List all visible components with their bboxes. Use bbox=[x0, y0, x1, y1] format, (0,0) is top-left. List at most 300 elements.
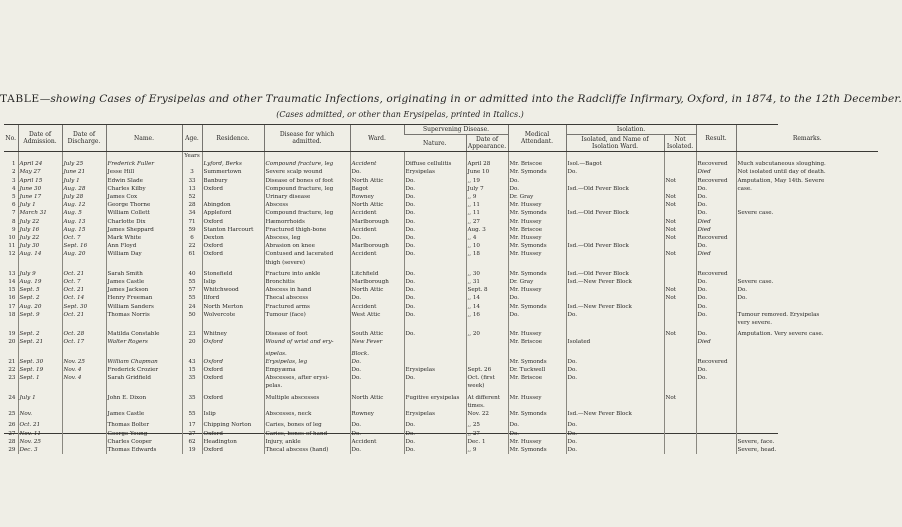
discharge-date-cell bbox=[62, 350, 106, 358]
ward-cell: Rowney bbox=[350, 410, 404, 418]
medical-attendant-cell: Mr. Symonds bbox=[508, 168, 566, 176]
row-number-cell: 8 bbox=[11, 218, 16, 225]
residence-cell: Oxford bbox=[202, 394, 264, 402]
not-isolated-cell bbox=[664, 421, 696, 429]
isolation-ward-cell: Do. bbox=[566, 311, 664, 319]
table-row bbox=[4, 209, 878, 217]
not-isolated-cell bbox=[664, 259, 696, 267]
isolation-ward-cell: Do. bbox=[566, 168, 664, 176]
patient-name-cell: Frederick Fuller bbox=[106, 160, 182, 168]
age-cell: 35 bbox=[182, 394, 202, 402]
medical-attendant-cell: Mr. Symonds bbox=[508, 242, 566, 250]
row-number-cell: 29 bbox=[8, 446, 16, 453]
header-ward: Ward. bbox=[350, 125, 404, 152]
isolation-ward-cell bbox=[566, 286, 664, 294]
table-row bbox=[4, 430, 878, 438]
supervening-nature-cell: Do. bbox=[404, 218, 466, 226]
header-discharge: Date of Discharge. bbox=[62, 125, 106, 152]
residence-cell: Dexton bbox=[202, 234, 264, 242]
isolation-ward-cell: Isd.—New Fever Block bbox=[566, 410, 664, 418]
not-isolated-cell bbox=[664, 185, 696, 193]
medical-attendant-cell bbox=[508, 259, 566, 267]
discharge-date-cell: Oct. 21 bbox=[62, 286, 106, 294]
table-row bbox=[4, 374, 878, 382]
isolation-ward-cell: Do. bbox=[566, 438, 664, 446]
medical-attendant-cell: Mr. Symonds bbox=[508, 446, 566, 454]
table-row bbox=[4, 446, 878, 454]
discharge-date-cell bbox=[62, 438, 106, 446]
admission-date-cell: April 15 bbox=[18, 177, 62, 185]
discharge-date-cell: Aug. 15 bbox=[62, 226, 106, 234]
not-isolated-cell bbox=[664, 242, 696, 250]
remarks-cell: Severe, face. bbox=[736, 438, 878, 446]
residence-cell: Oxford bbox=[202, 446, 264, 454]
medical-attendant-cell bbox=[508, 382, 566, 390]
supervening-nature-cell bbox=[404, 402, 466, 410]
discharge-date-cell: Aug. 20 bbox=[62, 250, 106, 258]
discharge-date-cell bbox=[62, 410, 106, 418]
ward-cell: North Attic bbox=[350, 286, 404, 294]
supervening-nature-cell: Do. bbox=[404, 311, 466, 319]
not-isolated-cell: Not bbox=[664, 330, 696, 338]
admission-date-cell: Sept. 21 bbox=[18, 338, 62, 346]
patient-name-cell bbox=[106, 259, 182, 267]
remarks-cell bbox=[736, 402, 878, 410]
table-row bbox=[4, 234, 878, 242]
appearance-date-cell: ,, 16 bbox=[466, 311, 508, 319]
patient-name-cell: James Cox bbox=[106, 193, 182, 201]
admission-date-cell: May 27 bbox=[18, 168, 62, 176]
not-isolated-cell bbox=[664, 350, 696, 358]
medical-attendant-cell: Do. bbox=[508, 177, 566, 185]
medical-attendant-cell bbox=[508, 402, 566, 410]
table-row bbox=[4, 330, 878, 338]
ward-cell: Litchfield bbox=[350, 270, 404, 278]
discharge-date-cell: Oct. 17 bbox=[62, 338, 106, 346]
discharge-date-cell: Sept. 30 bbox=[62, 303, 106, 311]
patient-name-cell: Charles Kilby bbox=[106, 185, 182, 193]
patient-name-cell: James Sheppard bbox=[106, 226, 182, 234]
residence-cell: Stonefield bbox=[202, 270, 264, 278]
age-cell: 3 bbox=[182, 168, 202, 176]
remarks-cell: Amputation. Very severe case. bbox=[736, 330, 878, 338]
disease-cell: Fractured thigh-bone bbox=[264, 226, 350, 234]
discharge-date-cell bbox=[62, 259, 106, 267]
not-isolated-cell: Not bbox=[664, 394, 696, 402]
patient-name-cell: Charlotte Dix bbox=[106, 218, 182, 226]
patient-name-cell: William Sanders bbox=[106, 303, 182, 311]
table-row bbox=[4, 402, 878, 410]
medical-attendant-cell: Do. bbox=[508, 294, 566, 302]
supervening-nature-cell: Do. bbox=[404, 286, 466, 294]
medical-attendant-cell: Do. bbox=[508, 421, 566, 429]
appearance-date-cell: Oct. (first bbox=[466, 374, 508, 382]
disease-cell: Severe scalp wound bbox=[264, 168, 350, 176]
table-row bbox=[4, 394, 878, 402]
admission-date-cell: Sept. 2 bbox=[18, 330, 62, 338]
isolation-ward-cell: Do. bbox=[566, 358, 664, 366]
remarks-cell: Not isolated until day of death. bbox=[736, 168, 878, 176]
admission-date-cell: July 22 bbox=[18, 218, 62, 226]
table-row bbox=[4, 250, 878, 258]
result-cell: Do. bbox=[696, 278, 736, 286]
result-cell bbox=[696, 421, 736, 429]
disease-cell: Hæmorrhoids bbox=[264, 218, 350, 226]
appearance-date-cell: ,, 14 bbox=[466, 303, 508, 311]
medical-attendant-cell: Mr. Hussey bbox=[508, 218, 566, 226]
patient-name-cell: Sarah Smith bbox=[106, 270, 182, 278]
admission-date-cell: July 22 bbox=[18, 234, 62, 242]
discharge-date-cell: Aug. 28 bbox=[62, 185, 106, 193]
admission-date-cell: July 1 bbox=[18, 201, 62, 209]
age-cell: 20 bbox=[182, 338, 202, 346]
row-number-cell: 26 bbox=[8, 422, 16, 429]
not-isolated-cell bbox=[664, 374, 696, 382]
row-number-cell: 9 bbox=[11, 226, 16, 233]
disease-cell: Abscess, leg bbox=[264, 234, 350, 242]
supervening-nature-cell: Do. bbox=[404, 438, 466, 446]
header-attendant: Medical Attendant. bbox=[508, 125, 566, 152]
isolation-ward-cell: Isd.—Old Fever Block bbox=[566, 270, 664, 278]
appearance-date-cell bbox=[466, 338, 508, 346]
admission-date-cell: April 24 bbox=[18, 160, 62, 168]
table-row bbox=[4, 410, 878, 418]
not-isolated-cell: Not bbox=[664, 218, 696, 226]
ward-cell bbox=[350, 382, 404, 390]
row-number-cell: 20 bbox=[8, 339, 16, 346]
disease-cell: Urinary disease bbox=[264, 193, 350, 201]
admission-date-cell bbox=[18, 402, 62, 410]
ward-cell: Marlborough bbox=[350, 278, 404, 286]
age-cell: 6 bbox=[182, 234, 202, 242]
supervening-nature-cell: Do. bbox=[404, 270, 466, 278]
patient-name-cell: Thomas Norris bbox=[106, 311, 182, 319]
discharge-date-cell: Oct. 21 bbox=[62, 270, 106, 278]
ward-cell: Marlborough bbox=[350, 242, 404, 250]
row-number-cell: 21 bbox=[8, 358, 16, 365]
row-number-cell bbox=[4, 382, 18, 390]
disease-cell: Tumour (face) bbox=[264, 311, 350, 319]
not-isolated-cell bbox=[664, 160, 696, 168]
supervening-nature-cell: Fugitive erysipelas bbox=[404, 394, 466, 402]
medical-attendant-cell: Mr. Hussey bbox=[508, 201, 566, 209]
supervening-nature-cell: Do. bbox=[404, 226, 466, 234]
table-row bbox=[4, 185, 878, 193]
admission-date-cell: Aug. 19 bbox=[18, 278, 62, 286]
appearance-date-cell: ,, 20 bbox=[466, 330, 508, 338]
admission-date-cell: Oct. 21 bbox=[18, 421, 62, 429]
age-cell: 59 bbox=[182, 226, 202, 234]
ward-cell: Accident bbox=[350, 160, 404, 168]
isolation-ward-cell bbox=[566, 350, 664, 358]
patient-name-cell bbox=[106, 402, 182, 410]
ward-cell: Do. bbox=[350, 421, 404, 429]
result-cell: Do. bbox=[696, 185, 736, 193]
ward-cell: Do. bbox=[350, 366, 404, 374]
age-cell bbox=[182, 160, 202, 168]
result-cell: Died bbox=[696, 338, 736, 346]
supervening-nature-cell: Do. bbox=[404, 201, 466, 209]
disease-cell: Disease of bones of foot bbox=[264, 177, 350, 185]
not-isolated-cell bbox=[664, 430, 696, 438]
supervening-nature-cell: Do. bbox=[404, 193, 466, 201]
ward-cell: Block. bbox=[350, 350, 404, 358]
remarks-cell: Do. bbox=[736, 286, 878, 294]
remarks-cell bbox=[736, 410, 878, 418]
residence-cell: North Merton bbox=[202, 303, 264, 311]
not-isolated-cell: Not bbox=[664, 201, 696, 209]
table-row bbox=[4, 421, 878, 429]
medical-attendant-cell: Mr. Symonds bbox=[508, 270, 566, 278]
not-isolated-cell bbox=[664, 402, 696, 410]
ward-cell: West Attic bbox=[350, 311, 404, 319]
discharge-date-cell: Nov. 4 bbox=[62, 366, 106, 374]
table-row bbox=[4, 270, 878, 278]
row-number-cell: 16 bbox=[8, 295, 16, 302]
age-cell: 24 bbox=[182, 303, 202, 311]
row-number-cell bbox=[4, 319, 18, 327]
disease-cell bbox=[264, 319, 350, 327]
table-row bbox=[4, 286, 878, 294]
ward-cell: Rowney bbox=[350, 193, 404, 201]
patient-name-cell: Jesse Hill bbox=[106, 168, 182, 176]
result-cell: Recovered bbox=[696, 270, 736, 278]
ward-cell: North Attic bbox=[350, 177, 404, 185]
isolation-ward-cell bbox=[566, 382, 664, 390]
table-row bbox=[4, 218, 878, 226]
patient-name-cell: George Young bbox=[106, 430, 182, 438]
row-number-cell: 15 bbox=[8, 287, 16, 294]
appearance-date-cell: ,, 11 bbox=[466, 209, 508, 217]
row-number-cell: 25 bbox=[8, 411, 16, 418]
residence-cell: Headington bbox=[202, 438, 264, 446]
remarks-cell bbox=[736, 242, 878, 250]
admission-date-cell: July 1 bbox=[18, 394, 62, 402]
result-cell: Died bbox=[696, 250, 736, 258]
isolation-ward-cell bbox=[566, 294, 664, 302]
result-cell: Died bbox=[696, 168, 736, 176]
age-cell: 19 bbox=[182, 446, 202, 454]
header-not-isolated: Not Isolated. bbox=[664, 135, 696, 152]
result-cell: Recovered bbox=[696, 177, 736, 185]
residence-cell bbox=[202, 350, 264, 358]
result-cell bbox=[696, 410, 736, 418]
row-number-cell: 24 bbox=[8, 394, 16, 401]
isolation-ward-cell: Do. bbox=[566, 421, 664, 429]
table-subtitle: (Cases admitted, or other than Erysipelas, printed in Italics.) bbox=[276, 110, 524, 119]
table-row bbox=[4, 177, 878, 185]
disease-cell: Abscess in hand bbox=[264, 286, 350, 294]
row-number-cell: 4 bbox=[11, 185, 16, 192]
isolation-ward-cell bbox=[566, 226, 664, 234]
residence-cell: Oxford bbox=[202, 185, 264, 193]
ward-cell: Bagot bbox=[350, 185, 404, 193]
appearance-date-cell: At different bbox=[466, 394, 508, 402]
supervening-nature-cell: Do. bbox=[404, 177, 466, 185]
age-cell: 34 bbox=[182, 209, 202, 217]
not-isolated-cell bbox=[664, 270, 696, 278]
supervening-nature-cell: Do. bbox=[404, 242, 466, 250]
supervening-nature-cell bbox=[404, 338, 466, 346]
isolation-ward-cell: Isd.—Old Fever Block bbox=[566, 242, 664, 250]
disease-cell: Abscesses, after erysi- bbox=[264, 374, 350, 382]
row-number-cell: 14 bbox=[8, 279, 16, 286]
disease-cell: Multiple abscesses bbox=[264, 394, 350, 402]
age-cell: 13 bbox=[182, 185, 202, 193]
ward-cell: Do. bbox=[350, 234, 404, 242]
header-supervening: Supervening Disease. bbox=[404, 125, 508, 135]
not-isolated-cell bbox=[664, 438, 696, 446]
patient-name-cell: Ann Floyd bbox=[106, 242, 182, 250]
appearance-date-cell: ,, 9 bbox=[466, 193, 508, 201]
age-cell: 33 bbox=[182, 177, 202, 185]
result-cell: Recovered bbox=[696, 358, 736, 366]
result-cell: Do. bbox=[696, 193, 736, 201]
disease-cell: Abscesses, neck bbox=[264, 410, 350, 418]
admission-date-cell: Sept. 9 bbox=[18, 311, 62, 319]
not-isolated-cell bbox=[664, 319, 696, 327]
residence-cell bbox=[202, 402, 264, 410]
patient-name-cell: Thomas Edwards bbox=[106, 446, 182, 454]
remarks-cell: Tumour removed. Erysipelas bbox=[736, 311, 878, 319]
remarks-cell bbox=[736, 250, 878, 258]
residence-cell: Abingdon bbox=[202, 201, 264, 209]
disease-cell: Abrasion on knee bbox=[264, 242, 350, 250]
remarks-cell: Severe case. bbox=[736, 278, 878, 286]
row-number-cell: 6 bbox=[11, 202, 16, 209]
years-label: Years bbox=[182, 152, 202, 161]
patient-name-cell: Matilda Constable bbox=[106, 330, 182, 338]
ward-cell: Accident bbox=[350, 226, 404, 234]
row-number-cell: 18 bbox=[8, 311, 16, 318]
discharge-date-cell: Aug. 12 bbox=[62, 201, 106, 209]
medical-attendant-cell: Mr. Hussey bbox=[508, 330, 566, 338]
result-cell bbox=[696, 430, 736, 438]
appearance-date-cell: ,, 27 bbox=[466, 218, 508, 226]
remarks-cell bbox=[736, 201, 878, 209]
disease-cell bbox=[264, 402, 350, 410]
admission-date-cell: July 9 bbox=[18, 270, 62, 278]
patient-name-cell bbox=[106, 382, 182, 390]
table-row bbox=[4, 438, 878, 446]
header-name: Name. bbox=[106, 125, 182, 152]
row-number-cell: 22 bbox=[8, 367, 16, 374]
age-cell: 23 bbox=[182, 330, 202, 338]
table-row bbox=[4, 338, 878, 346]
appearance-date-cell: ,, 25 bbox=[466, 421, 508, 429]
age-cell: 40 bbox=[182, 270, 202, 278]
patient-name-cell: Charles Cooper bbox=[106, 438, 182, 446]
isolation-ward-cell bbox=[566, 259, 664, 267]
title-lead: TABLE bbox=[0, 93, 40, 105]
disease-cell: Caries, bones of leg bbox=[264, 421, 350, 429]
admission-date-cell: Aug. 20 bbox=[18, 303, 62, 311]
patient-name-cell: William Collett bbox=[106, 209, 182, 217]
discharge-date-cell: Nov. 4 bbox=[62, 374, 106, 382]
age-cell: 57 bbox=[182, 286, 202, 294]
discharge-date-cell: Oct. 14 bbox=[62, 294, 106, 302]
admission-date-cell bbox=[18, 259, 62, 267]
remarks-cell bbox=[736, 366, 878, 374]
disease-cell: Disease of foot bbox=[264, 330, 350, 338]
residence-cell: Oxford bbox=[202, 250, 264, 258]
admission-date-cell: March 31 bbox=[18, 209, 62, 217]
supervening-nature-cell: Do. bbox=[404, 294, 466, 302]
row-number-cell: 3 bbox=[11, 177, 16, 184]
supervening-nature-cell bbox=[404, 350, 466, 358]
not-isolated-cell: Not bbox=[664, 234, 696, 242]
row-number-cell: 27 bbox=[8, 430, 16, 437]
patient-name-cell: William Day bbox=[106, 250, 182, 258]
remarks-cell bbox=[736, 270, 878, 278]
ward-cell: Accident bbox=[350, 303, 404, 311]
not-isolated-cell bbox=[664, 338, 696, 346]
header-no: No. bbox=[4, 125, 18, 152]
row-number-cell: 7 bbox=[11, 210, 16, 217]
discharge-date-cell: July 1 bbox=[62, 177, 106, 185]
admission-date-cell bbox=[18, 382, 62, 390]
ward-cell: North Attic bbox=[350, 201, 404, 209]
remarks-cell: Do. bbox=[736, 294, 878, 302]
discharge-date-cell bbox=[62, 421, 106, 429]
residence-cell: Whitchwood bbox=[202, 286, 264, 294]
remarks-cell bbox=[736, 358, 878, 366]
not-isolated-cell: Not bbox=[664, 177, 696, 185]
medical-attendant-cell: Do. bbox=[508, 185, 566, 193]
appearance-date-cell: Aug. 3 bbox=[466, 226, 508, 234]
remarks-cell bbox=[736, 374, 878, 382]
discharge-date-cell: Oct. 7 bbox=[62, 278, 106, 286]
admission-date-cell: Aug. 14 bbox=[18, 250, 62, 258]
result-cell: Died bbox=[696, 218, 736, 226]
discharge-date-cell: Oct. 28 bbox=[62, 330, 106, 338]
residence-cell: Summertown bbox=[202, 168, 264, 176]
appearance-date-cell: ,, 27 bbox=[466, 430, 508, 438]
disease-cell: Thecal abscess (hand) bbox=[264, 446, 350, 454]
disease-cell: Contused and lacerated bbox=[264, 250, 350, 258]
table-header bbox=[4, 125, 878, 152]
remarks-cell: very severe. bbox=[736, 319, 878, 327]
appearance-date-cell: ,, 30 bbox=[466, 270, 508, 278]
ward-cell: Do. bbox=[350, 430, 404, 438]
admission-date-cell: June 30 bbox=[18, 185, 62, 193]
result-cell: Do. bbox=[696, 311, 736, 319]
table-row bbox=[4, 193, 878, 201]
disease-cell: Wound of wrist and ery- bbox=[264, 338, 350, 346]
header-remarks: Remarks. bbox=[736, 125, 878, 152]
discharge-date-cell: Oct. 7 bbox=[62, 234, 106, 242]
medical-attendant-cell: Mr. Briscoe bbox=[508, 226, 566, 234]
isolation-ward-cell: Isd.—Old Fever Block bbox=[566, 185, 664, 193]
erysipelas-table bbox=[4, 124, 826, 453]
table-row bbox=[4, 226, 878, 234]
result-cell: Do. bbox=[696, 209, 736, 217]
disease-cell: Compound fracture, leg bbox=[264, 160, 350, 168]
supervening-nature-cell bbox=[404, 319, 466, 327]
result-cell bbox=[696, 319, 736, 327]
row-number-cell: 28 bbox=[8, 438, 16, 445]
disease-cell: sipelas. bbox=[264, 350, 350, 358]
disease-cell: thigh (severe) bbox=[264, 259, 350, 267]
appearance-date-cell: Nov. 22 bbox=[466, 410, 508, 418]
admission-date-cell: June 17 bbox=[18, 193, 62, 201]
appearance-date-cell: ,, 4 bbox=[466, 234, 508, 242]
discharge-date-cell: Sept. 16 bbox=[62, 242, 106, 250]
remarks-cell: Severe case. bbox=[736, 209, 878, 217]
appearance-date-cell: ,, 10 bbox=[466, 242, 508, 250]
header-isolation: Isolation. bbox=[566, 125, 696, 135]
supervening-nature-cell: Diffuse cellulitis bbox=[404, 160, 466, 168]
